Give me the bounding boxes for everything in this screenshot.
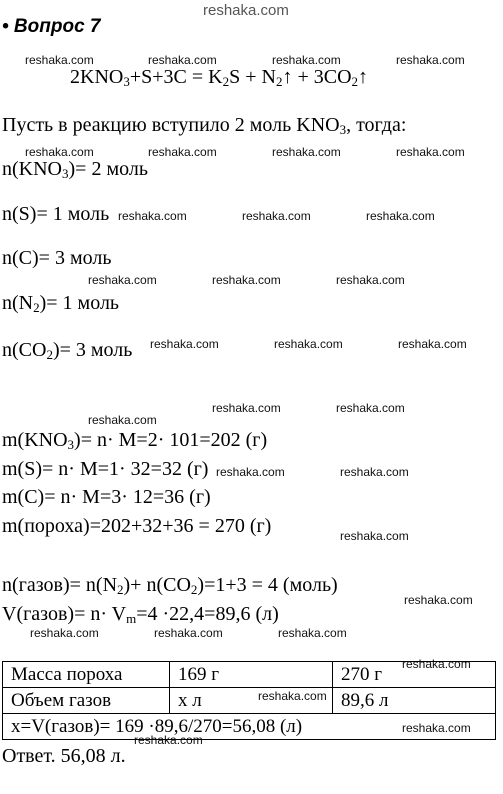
watermark: reshaka.com [336,273,405,287]
watermark: reshaka.com [258,689,327,703]
watermark: reshaka.com [212,273,281,287]
watermark: reshaka.com [278,626,347,640]
watermark: reshaka.com [340,465,409,479]
watermark: reshaka.com [366,209,435,223]
watermark: reshaka.com [404,593,473,607]
watermark: reshaka.com [402,657,471,671]
moles-kno3: $n(KNO_3)= 2$ моль [2,158,148,181]
table-cell: Масса пороха [3,662,170,688]
watermark: reshaka.com [148,145,217,159]
watermark: reshaka.com [118,209,187,223]
watermark: reshaka.com [25,53,94,67]
watermark: reshaka.com [396,145,465,159]
mass-s: m(S)= n· M=1· 32=32 (г) [2,458,209,480]
watermark: reshaka.com [150,337,219,351]
watermark: reshaka.com [212,401,281,415]
table-cell: x л [170,688,333,714]
table-cell: 270 г [333,662,496,688]
table-row [3,688,496,714]
watermark: reshaka.com [148,53,217,67]
table-row [3,714,496,740]
answer: Ответ. 56,08 л. [2,745,126,767]
moles-gases: n(газов)= $n(N_2)+ n(CO_2)=1+3 = 4$ (моль) [2,574,338,597]
watermark: reshaka.com [30,626,99,640]
watermark: reshaka.com [340,529,409,543]
moles-s: n(S)= 1 моль [2,203,110,225]
table-cell: 169 г [170,662,333,688]
proportion-table [2,661,496,740]
watermark: reshaka.com [272,53,341,67]
watermark: reshaka.com [154,626,223,640]
watermark: reshaka.com [274,337,343,351]
table-cell: 89,6 л [333,688,496,714]
watermark: reshaka.com [88,413,157,427]
moles-n2: $n(N_2)= 1$ моль [2,292,120,315]
watermark: reshaka.com [398,337,467,351]
table-row [3,662,496,688]
watermark: reshaka.com [336,401,405,415]
watermark: reshaka.com [216,465,285,479]
mass-powder: m(пороха)=202+32+36 = 270 (г) [2,515,272,537]
intro-text: Пусть в реакцию вступило 2 моль $KNO_3$, тогда: [2,114,407,137]
table-cell: x=V(газов)= 169 ·89,6/270=56,08 (л) [3,714,496,740]
watermark: reshaka.com [134,733,203,747]
watermark: reshaka.com [402,721,471,735]
watermark: reshaka.com [88,273,157,287]
watermark: reshaka.com [272,145,341,159]
mass-kno3: $m(KNO_3)= n\cdot M=2\cdot 101=202$ (г) [2,429,268,452]
mass-c: m(C)= n· M=3· 12=36 (г) [2,486,211,508]
watermark: reshaka.com [396,53,465,67]
watermark-top: reshaka.com [203,2,289,19]
question-title: • Вопрос 7 [2,16,101,37]
watermark: reshaka.com [242,209,311,223]
table-cell: Объем газов [3,688,170,714]
watermark: reshaka.com [25,145,94,159]
reaction-equation: $2KNO_3+S+3C = K_2S$ + $N_2↑$ + $3CO_2↑$ [70,66,369,89]
moles-c: n(C)= 3 моль [2,247,112,269]
moles-co2: $n(CO_2)= 3$ моль [2,339,133,362]
volume-gases: V(газов)= $n\cdot V_m=4 \cdot 22,4=89,6$ (л) [2,603,279,626]
